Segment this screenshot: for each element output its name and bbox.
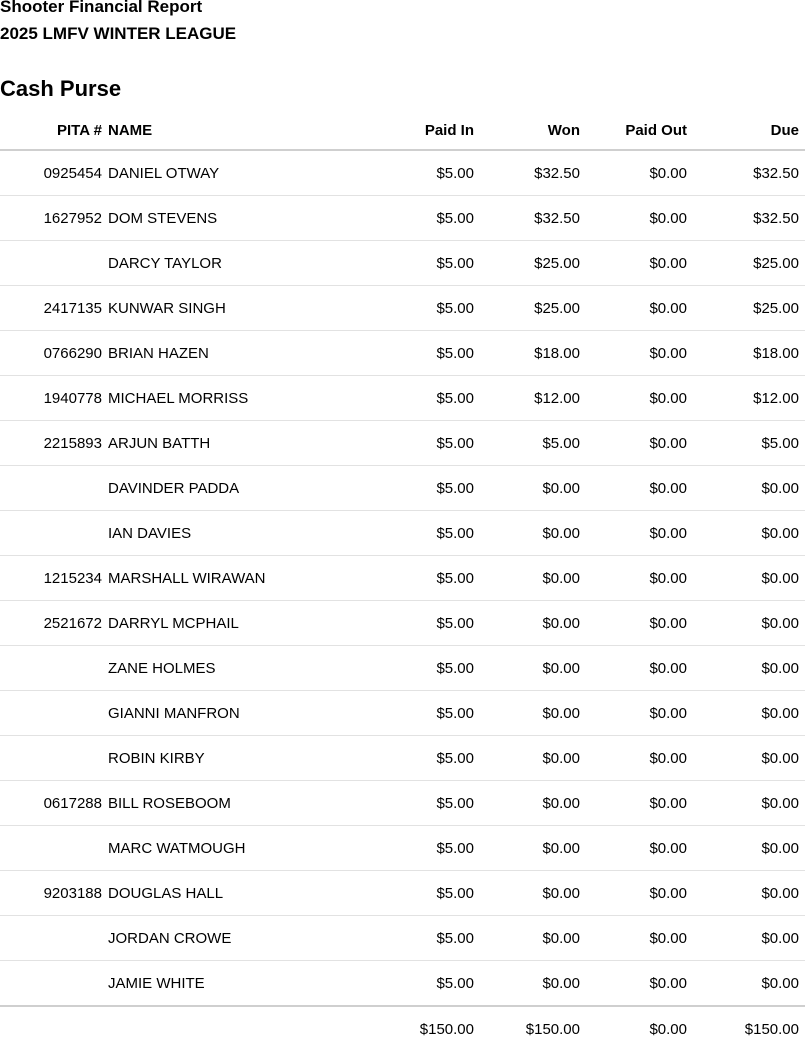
name-cell: KUNWAR SINGH	[108, 286, 360, 331]
won-cell: $0.00	[480, 826, 586, 871]
won-cell: $0.00	[480, 691, 586, 736]
paid-in-cell: $5.00	[360, 646, 480, 691]
due-cell: $0.00	[693, 646, 805, 691]
total-paid-in: $150.00	[419, 1020, 474, 1038]
due-cell: $0.00	[693, 511, 805, 556]
paid-out-cell: $0.00	[586, 331, 693, 376]
pita-cell	[0, 826, 108, 871]
paid-in-cell: $5.00	[360, 466, 480, 511]
pita-cell: 1940778	[0, 376, 108, 421]
report-title: Shooter Financial Report	[0, 0, 203, 16]
paid-out-cell: $0.00	[586, 150, 693, 196]
paid-in-cell: $5.00	[360, 781, 480, 826]
column-header-due: Due	[693, 111, 805, 150]
name-cell: MARSHALL WIRAWAN	[108, 556, 360, 601]
due-cell: $0.00	[693, 556, 805, 601]
paid-in-cell: $5.00	[360, 376, 480, 421]
table-row	[0, 421, 805, 466]
paid-in-cell: $5.00	[360, 556, 480, 601]
paid-in-cell: $5.00	[360, 961, 480, 1007]
name-cell: JAMIE WHITE	[108, 961, 360, 1007]
paid-out-cell: $0.00	[586, 466, 693, 511]
paid-out-cell: $0.00	[586, 646, 693, 691]
due-cell: $0.00	[693, 961, 805, 1007]
table-row	[0, 286, 805, 331]
paid-out-cell: $0.00	[586, 691, 693, 736]
table-row	[0, 150, 805, 196]
won-cell: $18.00	[480, 331, 586, 376]
pita-cell: 0766290	[0, 331, 108, 376]
won-cell: $0.00	[480, 466, 586, 511]
table-header-row	[0, 111, 805, 150]
won-cell: $25.00	[480, 286, 586, 331]
paid-in-cell: $5.00	[360, 916, 480, 961]
won-cell: $12.00	[480, 376, 586, 421]
name-cell: DARRYL MCPHAIL	[108, 601, 360, 646]
due-cell: $32.50	[693, 196, 805, 241]
due-cell: $0.00	[693, 826, 805, 871]
column-header-won: Won	[480, 111, 586, 150]
pita-cell	[0, 646, 108, 691]
due-cell: $5.00	[693, 421, 805, 466]
table-row	[0, 556, 805, 601]
due-cell: $0.00	[693, 466, 805, 511]
paid-out-cell: $0.00	[586, 601, 693, 646]
name-cell: DOM STEVENS	[108, 196, 360, 241]
totals-name-cell	[108, 1006, 360, 1051]
name-cell: DARCY TAYLOR	[108, 241, 360, 286]
table-row	[0, 511, 805, 556]
pita-cell: 2215893	[0, 421, 108, 466]
name-cell: DOUGLAS HALL	[108, 871, 360, 916]
name-cell: ARJUN BATTH	[108, 421, 360, 466]
pita-cell: 2521672	[0, 601, 108, 646]
won-cell: $0.00	[480, 916, 586, 961]
pita-cell	[0, 466, 108, 511]
pita-cell	[0, 916, 108, 961]
due-cell: $25.00	[693, 241, 805, 286]
name-cell: GIANNI MANFRON	[108, 691, 360, 736]
due-cell: $12.00	[693, 376, 805, 421]
due-cell: $0.00	[693, 916, 805, 961]
table-row	[0, 196, 805, 241]
paid-in-cell: $5.00	[360, 736, 480, 781]
paid-in-cell: $5.00	[360, 826, 480, 871]
table-row	[0, 961, 805, 1007]
pita-cell: 0617288	[0, 781, 108, 826]
name-cell: ZANE HOLMES	[108, 646, 360, 691]
name-cell: MICHAEL MORRISS	[108, 376, 360, 421]
section-title: Cash Purse	[0, 76, 122, 101]
won-cell: $32.50	[480, 196, 586, 241]
paid-out-cell: $0.00	[586, 556, 693, 601]
column-header-pita: PITA #	[0, 111, 108, 150]
paid-out-cell: $0.00	[586, 781, 693, 826]
pita-cell	[0, 736, 108, 781]
total-paid-out: $0.00	[649, 1020, 687, 1038]
paid-out-cell: $0.00	[586, 736, 693, 781]
pita-cell: 1627952	[0, 196, 108, 241]
paid-out-cell: $0.00	[586, 286, 693, 331]
paid-in-cell: $5.00	[360, 421, 480, 466]
table-row	[0, 601, 805, 646]
paid-in-cell: $5.00	[360, 286, 480, 331]
pita-cell: 1215234	[0, 556, 108, 601]
paid-out-cell: $0.00	[586, 196, 693, 241]
pita-cell	[0, 691, 108, 736]
due-cell: $32.50	[693, 150, 805, 196]
name-cell: BRIAN HAZEN	[108, 331, 360, 376]
column-header-paid-in: Paid In	[360, 111, 480, 150]
table-row	[0, 331, 805, 376]
won-cell: $5.00	[480, 421, 586, 466]
total-due: $150.00	[744, 1020, 799, 1038]
cash-purse-table	[0, 111, 805, 1051]
league-title: 2025 LMFV WINTER LEAGUE	[0, 24, 237, 43]
won-cell: $0.00	[480, 961, 586, 1007]
table-row	[0, 376, 805, 421]
paid-in-cell: $5.00	[360, 331, 480, 376]
name-cell: MARC WATMOUGH	[108, 826, 360, 871]
pita-cell	[0, 241, 108, 286]
won-cell: $0.00	[480, 646, 586, 691]
table-row	[0, 826, 805, 871]
paid-out-cell: $0.00	[586, 871, 693, 916]
name-cell: BILL ROSEBOOM	[108, 781, 360, 826]
paid-out-cell: $0.00	[586, 916, 693, 961]
due-cell: $18.00	[693, 331, 805, 376]
won-cell: $25.00	[480, 241, 586, 286]
paid-in-cell: $5.00	[360, 241, 480, 286]
paid-in-cell: $5.00	[360, 601, 480, 646]
won-cell: $0.00	[480, 781, 586, 826]
pita-cell: 9203188	[0, 871, 108, 916]
totals-pita-cell	[0, 1006, 108, 1051]
won-cell: $0.00	[480, 601, 586, 646]
won-cell: $32.50	[480, 150, 586, 196]
due-cell: $0.00	[693, 736, 805, 781]
table-row	[0, 691, 805, 736]
paid-out-cell: $0.00	[586, 421, 693, 466]
due-cell: $25.00	[693, 286, 805, 331]
won-cell: $0.00	[480, 736, 586, 781]
table-row	[0, 736, 805, 781]
name-cell: JORDAN CROWE	[108, 916, 360, 961]
pita-cell: 0925454	[0, 150, 108, 196]
pita-cell	[0, 511, 108, 556]
paid-in-cell: $5.00	[360, 196, 480, 241]
pita-cell	[0, 961, 108, 1007]
paid-out-cell: $0.00	[586, 511, 693, 556]
totals-row	[0, 1006, 805, 1051]
paid-in-cell: $5.00	[360, 691, 480, 736]
paid-out-cell: $0.00	[586, 961, 693, 1007]
due-cell: $0.00	[693, 871, 805, 916]
due-cell: $0.00	[693, 691, 805, 736]
table-row	[0, 466, 805, 511]
name-cell: ROBIN KIRBY	[108, 736, 360, 781]
won-cell: $0.00	[480, 511, 586, 556]
pita-cell: 2417135	[0, 286, 108, 331]
table-row	[0, 916, 805, 961]
name-cell: DAVINDER PADDA	[108, 466, 360, 511]
total-won: $150.00	[525, 1020, 580, 1038]
table-row	[0, 781, 805, 826]
table-row	[0, 241, 805, 286]
paid-out-cell: $0.00	[586, 826, 693, 871]
paid-in-cell: $5.00	[360, 511, 480, 556]
paid-out-cell: $0.00	[586, 241, 693, 286]
column-header-paid-out: Paid Out	[586, 111, 693, 150]
table-row	[0, 871, 805, 916]
won-cell: $0.00	[480, 556, 586, 601]
name-cell: IAN DAVIES	[108, 511, 360, 556]
column-header-name: NAME	[108, 111, 360, 150]
name-cell: DANIEL OTWAY	[108, 150, 360, 196]
paid-out-cell: $0.00	[586, 376, 693, 421]
table-row	[0, 646, 805, 691]
due-cell: $0.00	[693, 781, 805, 826]
paid-in-cell: $5.00	[360, 871, 480, 916]
won-cell: $0.00	[480, 871, 586, 916]
due-cell: $0.00	[693, 601, 805, 646]
paid-in-cell: $5.00	[360, 150, 480, 196]
